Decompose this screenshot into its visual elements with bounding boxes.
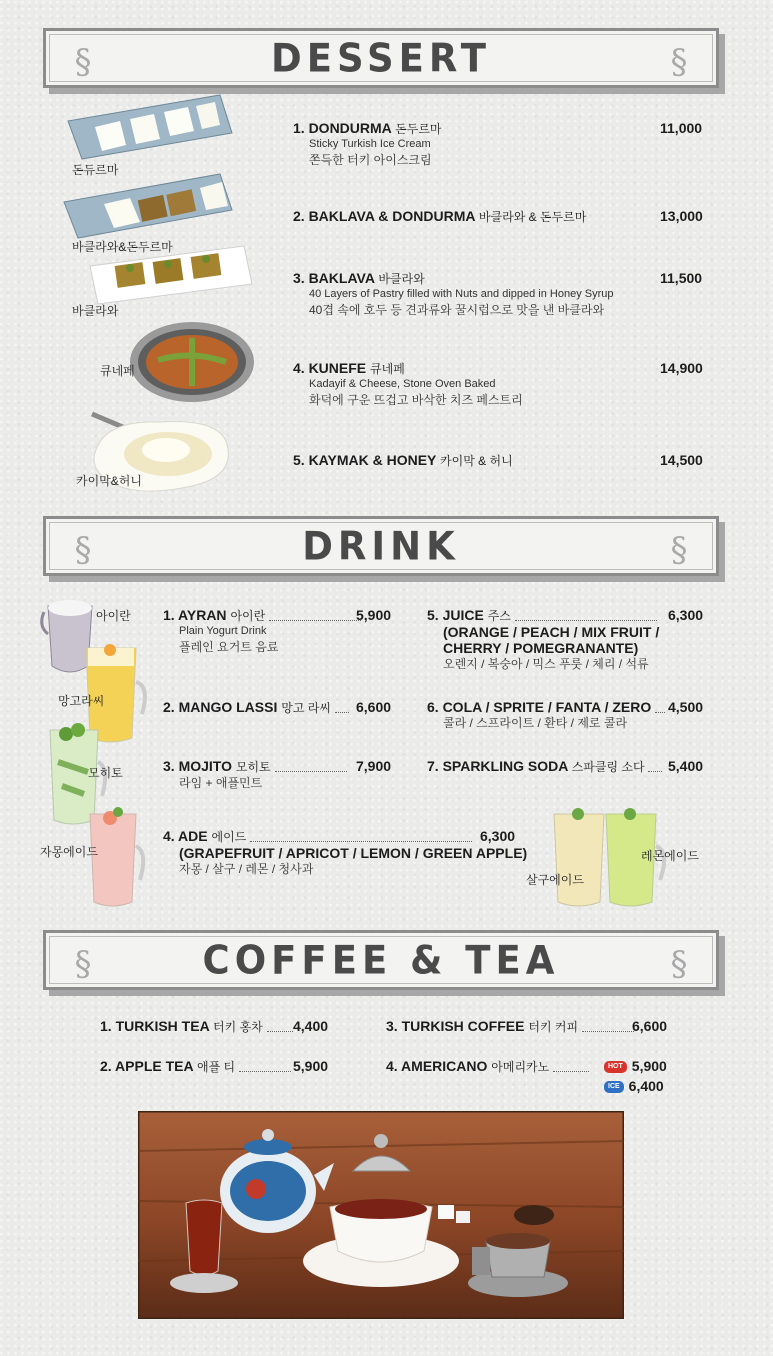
leader-dots — [655, 704, 665, 713]
leader-dots — [648, 763, 662, 772]
tea-coffee-photo — [138, 1111, 624, 1319]
item-desc: 40 Layers of Pastry filled with Nuts and dipped in Honey Syrup — [309, 288, 614, 300]
item-name-kr: 에이드 — [211, 830, 247, 844]
item-price: 5,900 — [356, 607, 392, 623]
item-name: 3. TURKISH COFFEE — [386, 1018, 525, 1034]
item-name: 4. KUNEFE — [293, 360, 367, 376]
swirl-ornament-icon: § — [74, 944, 92, 984]
drink-item — [163, 758, 347, 791]
coffee-title: COFFEE & TEA — [202, 937, 560, 983]
item-desc-kr: 자몽 / 살구 / 레몬 / 청사과 — [179, 862, 314, 876]
hot-badge: HOT — [604, 1061, 627, 1073]
item-desc-kr: 라임 + 애플민트 — [179, 776, 263, 790]
dessert-item — [293, 452, 513, 469]
item-name: 6. COLA / SPRITE / FANTA / ZERO — [427, 699, 652, 715]
item-name: 3. BAKLAVA — [293, 270, 375, 286]
coffee-item — [386, 1018, 634, 1035]
ice-badge: ICE — [604, 1081, 624, 1093]
coffee-banner — [43, 930, 719, 990]
item-price: 6,600 — [356, 699, 392, 715]
dessert-item — [293, 360, 523, 408]
item-name: 5. KAYMAK & HONEY — [293, 452, 437, 468]
dessert-label: 바클라와&돈두르마 — [72, 240, 173, 254]
drink-label: 모히토 — [88, 766, 123, 780]
dessert-item — [293, 270, 614, 318]
item-price: 11,000 — [660, 120, 703, 136]
item-desc: CHERRY / POMEGRANANTE) — [443, 640, 639, 656]
item-desc: (ORANGE / PEACH / MIX FRUIT / — [443, 624, 660, 640]
item-name: 1. DONDURMA — [293, 120, 392, 136]
item-name-kr: 바클라와 — [378, 272, 425, 286]
item-name: 2. MANGO LASSI — [163, 699, 278, 715]
leader-dots — [515, 612, 657, 621]
drink-item — [163, 828, 527, 877]
item-desc-kr: 40겹 속에 호두 등 견과류와 꿀시럽으로 맛을 낸 바클라와 — [309, 303, 605, 317]
ice-price: 6,400 — [628, 1078, 664, 1094]
item-name-kr: 바클라와 & 돈두르마 — [478, 210, 587, 224]
drink-label: 아이란 — [96, 609, 131, 623]
swirl-ornament-icon: § — [74, 530, 92, 570]
dessert-label: 큐네페 — [100, 364, 135, 378]
leader-dots — [335, 704, 349, 713]
item-price: 4,500 — [668, 699, 704, 715]
dessert-item — [293, 208, 586, 225]
item-name-kr: 아메리카노 — [491, 1060, 550, 1074]
leader-dots — [250, 833, 472, 842]
drink-item — [427, 699, 665, 731]
item-price: 14,500 — [660, 452, 703, 468]
item-desc-kr: 오렌지 / 복숭아 / 믹스 푸룻 / 체리 / 석류 — [443, 657, 649, 671]
item-name-kr: 터키 커피 — [528, 1020, 579, 1034]
item-name: 4. AMERICANO — [386, 1058, 488, 1074]
item-name-kr: 애플 티 — [196, 1060, 236, 1074]
americano-ice-price — [604, 1078, 664, 1094]
hot-price: 5,900 — [631, 1058, 667, 1074]
item-name-kr: 터키 홍차 — [213, 1020, 263, 1034]
drink-item — [427, 758, 662, 775]
item-name-kr: 큐네페 — [370, 362, 405, 376]
dessert-item — [293, 120, 442, 168]
leader-dots — [267, 1023, 293, 1032]
item-price: 5,400 — [668, 758, 704, 774]
dessert-banner — [43, 28, 719, 88]
item-name-kr: 스파클링 소다 — [571, 760, 645, 774]
item-price: 6,600 — [632, 1018, 668, 1034]
drink-item — [163, 699, 349, 716]
swirl-ornament-icon: § — [670, 944, 688, 984]
item-price: 13,000 — [660, 208, 703, 224]
item-name: 3. MOJITO — [163, 758, 232, 774]
item-desc-kr: 콜라 / 스프라이트 / 환타 / 제로 콜라 — [443, 716, 628, 730]
baklava-dondurma-photo — [60, 170, 235, 242]
leader-dots — [269, 612, 361, 621]
leader-dots — [553, 1063, 589, 1072]
item-name: 7. SPARKLING SODA — [427, 758, 568, 774]
item-name: 5. JUICE — [427, 607, 484, 623]
item-price: 14,900 — [660, 360, 703, 376]
item-price: 11,500 — [660, 270, 703, 286]
item-desc-kr: 플레인 요거트 음료 — [179, 640, 279, 654]
item-desc: (GRAPEFRUIT / APRICOT / LEMON / GREEN APPLE) — [179, 845, 528, 861]
drink-banner — [43, 516, 719, 576]
item-price: 7,900 — [356, 758, 392, 774]
item-price: 4,400 — [293, 1018, 329, 1034]
baklava-photo — [86, 244, 256, 306]
dessert-label: 바클라와 — [72, 304, 119, 318]
item-name: 2. APPLE TEA — [100, 1058, 194, 1074]
swirl-ornament-icon: § — [670, 42, 688, 82]
drink-label: 레몬에이드 — [641, 849, 699, 863]
drink-label: 망고라씨 — [58, 694, 105, 708]
item-desc-kr: 화덕에 구운 뜨겁고 바삭한 치즈 페스트리 — [309, 393, 523, 407]
drink-item — [163, 607, 361, 655]
drink-item — [427, 607, 659, 672]
item-name: 1. TURKISH TEA — [100, 1018, 210, 1034]
dondurma-photo — [60, 93, 235, 165]
kunefe-photo — [128, 320, 256, 404]
item-name: 2. BAKLAVA & DONDURMA — [293, 208, 475, 224]
americano-hot-price — [604, 1058, 667, 1074]
leader-dots — [239, 1063, 291, 1072]
coffee-item — [100, 1058, 291, 1075]
item-desc-kr: 쫀득한 터키 아이스크림 — [309, 153, 432, 167]
dessert-title: DESSERT — [271, 35, 491, 81]
item-desc: Kadayif & Cheese, Stone Oven Baked — [309, 378, 496, 390]
item-price: 6,300 — [480, 828, 516, 844]
dessert-label: 돈듀르마 — [72, 163, 119, 177]
swirl-ornament-icon: § — [670, 530, 688, 570]
item-name-kr: 아이란 — [230, 609, 266, 623]
item-name-kr: 카이막 & 허니 — [440, 454, 513, 468]
item-price: 6,300 — [668, 607, 704, 623]
item-desc: Plain Yogurt Drink — [179, 625, 267, 637]
drink-title: DRINK — [302, 523, 460, 569]
dessert-label: 카이막&허니 — [76, 474, 142, 488]
leader-dots — [275, 763, 347, 772]
item-name-kr: 모히토 — [235, 760, 271, 774]
item-name-kr: 주스 — [487, 609, 511, 623]
item-name-kr: 돈두르마 — [395, 122, 442, 136]
drink-label: 살구에이드 — [526, 873, 584, 887]
item-name: 1. AYRAN — [163, 607, 227, 623]
coffee-item — [100, 1018, 293, 1035]
drink-label: 자몽에이드 — [40, 845, 98, 859]
coffee-item — [386, 1058, 589, 1075]
item-desc: Sticky Turkish Ice Cream — [309, 138, 431, 150]
item-name-kr: 망고 라씨 — [281, 701, 331, 715]
item-price: 5,900 — [293, 1058, 329, 1074]
leader-dots — [582, 1023, 634, 1032]
item-name: 4. ADE — [163, 828, 208, 844]
swirl-ornament-icon: § — [74, 42, 92, 82]
